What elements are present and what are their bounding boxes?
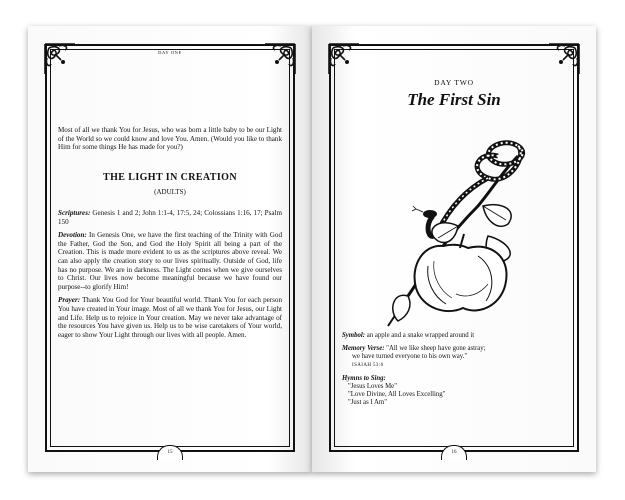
corner-ornament — [43, 42, 77, 76]
left-page-content — [58, 126, 282, 344]
scriptures-label: Scriptures: — [58, 208, 91, 217]
memory-verse-line-2: we have turned everyone to his own way." — [352, 353, 468, 360]
right-page-content — [342, 332, 566, 412]
day-label: DAY TWO — [434, 78, 474, 87]
section-heading: THE LIGHT IN CREATION — [103, 171, 237, 183]
hymn-item: "Love Divine, All Loves Excelling" — [348, 391, 446, 398]
left-page — [28, 26, 312, 472]
hymn-item: "Jesus Loves Me" — [348, 383, 397, 390]
symbol-label: Symbol: — [342, 332, 366, 339]
hymns-paragraph — [342, 375, 566, 407]
corner-ornament — [547, 42, 581, 76]
running-head: DAY ONE — [158, 50, 182, 55]
page-title: The First Sin — [407, 90, 501, 109]
devotion-label: Devotion: — [58, 231, 87, 240]
prayer-text: Thank You God for Your beautiful world. Thank You for each person You have created in Your image. Most of all we thank You for Jesus, our Light and Life. Help us to rejoice in Your creation. May we never take advantage of the resources You have given us. Help us to be wise caretakers of Your world, eager to show Your Light through our lives with all people. Amen. — [58, 296, 282, 339]
scriptures-paragraph — [58, 209, 282, 226]
hymn-item: "Just as I Am" — [348, 399, 387, 406]
corner-ornament — [263, 42, 297, 76]
right-page — [312, 26, 596, 472]
corner-ornament — [327, 42, 361, 76]
page-number: 15 — [157, 445, 183, 460]
prayer-label: Prayer: — [58, 296, 81, 305]
memory-verse-paragraph — [342, 345, 566, 370]
symbol-text: an apple and a snake wrapped around it — [365, 332, 475, 339]
memory-verse-reference: ISAIAH 53:6 — [352, 363, 384, 368]
scriptures-text: Genesis 1 and 2; John 1:1-4, 17:5, 24; Colossians 1:16, 17; Psalm 150 — [58, 208, 282, 226]
devotion-paragraph — [58, 231, 282, 291]
apple-snake-illustration — [368, 116, 538, 331]
prayer-paragraph — [58, 296, 282, 339]
opening-paragraph: Most of all we thank You for Jesus, who was born a little baby to be our Light of the World so we could know and love You. Amen. (Would you like to thank Him for some things He has made for you?) — [58, 126, 282, 152]
memory-verse-label: Memory Verse: — [342, 345, 385, 352]
book-spread — [28, 26, 596, 472]
symbol-paragraph — [342, 332, 566, 340]
memory-verse-line-1: "All we like sheep have gone astray; — [384, 345, 486, 352]
devotion-text: In Genesis One, we have the first teaching of the Trinity with God the Father, God the Son, and God the Holy Spirit all being a part of the Creation. This is made more evident to us as the scriptures above reveal. We can also apply the creation story to our lives spiritually. Outside of God, life has no purpose. We are in darkness. The Light comes when we give ourselves to Christ. Our lives now become meaningful because we have found our purpose--to glorify Him! — [58, 231, 282, 291]
hymns-label: Hymns to Sing: — [342, 375, 386, 382]
page-number: 16 — [441, 445, 467, 460]
section-subheading: (ADULTS) — [154, 188, 186, 197]
